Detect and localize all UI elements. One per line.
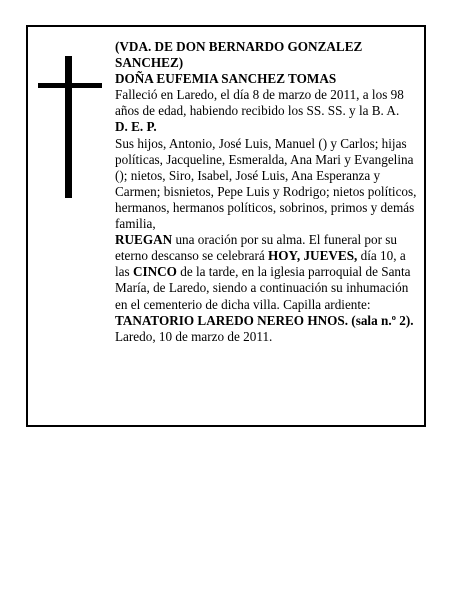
deceased-name: DOÑA EUFEMIA SANCHEZ TOMAS (115, 71, 337, 87)
death-announcement: Falleció en Laredo, el día 8 de marzo de 2011, a los 98 años de edad, habiendo recibido los SS. SS. y la B. A. (115, 87, 404, 119)
place-date: Laredo, 10 de marzo de 2011. (115, 328, 273, 344)
obituary-text (115, 39, 423, 345)
cross-horizontal-bar (38, 83, 102, 88)
ruegan-label: RUEGAN (115, 232, 173, 248)
funeral-text-2: día 10, a las (115, 248, 406, 280)
funeral-request (115, 232, 423, 312)
funeral-text-3: de la tarde, en la iglesia parroquial de Santa María, de Laredo, siendo a continuación su inhumación en el cementerio de dicha villa. Capilla ardiente: (115, 264, 411, 312)
funeral-time: CINCO (132, 264, 177, 280)
obituary-notice (26, 25, 426, 427)
widow-line: (VDA. DE DON BERNARDO GONZALEZ SANCHEZ) (115, 39, 363, 71)
funeral-text-1: una oración por su alma. El funeral por su eterno descanso se celebrará (115, 232, 398, 264)
funeral-date: HOY, JUEVES, (268, 248, 358, 264)
cross-vertical-bar (65, 56, 72, 198)
chapel-location: TANATORIO LAREDO NEREO HNOS. (sala n.º 2). (115, 312, 414, 328)
dep-line: D. E. P. (115, 119, 157, 135)
family-list: Sus hijos, Antonio, José Luis, Manuel () y Carlos; hijas políticas, Jacqueline, Esmeralda, Ana Mari y Evangelina (); nietos, Siro, Isabel, José Luis, Ana Esperanza y Carmen; bisnietos, Pepe Luis y Rodrigo; nietos políticos, hermanos, hermanos políticos, sobrinos, primos y demás familia, (115, 135, 417, 232)
